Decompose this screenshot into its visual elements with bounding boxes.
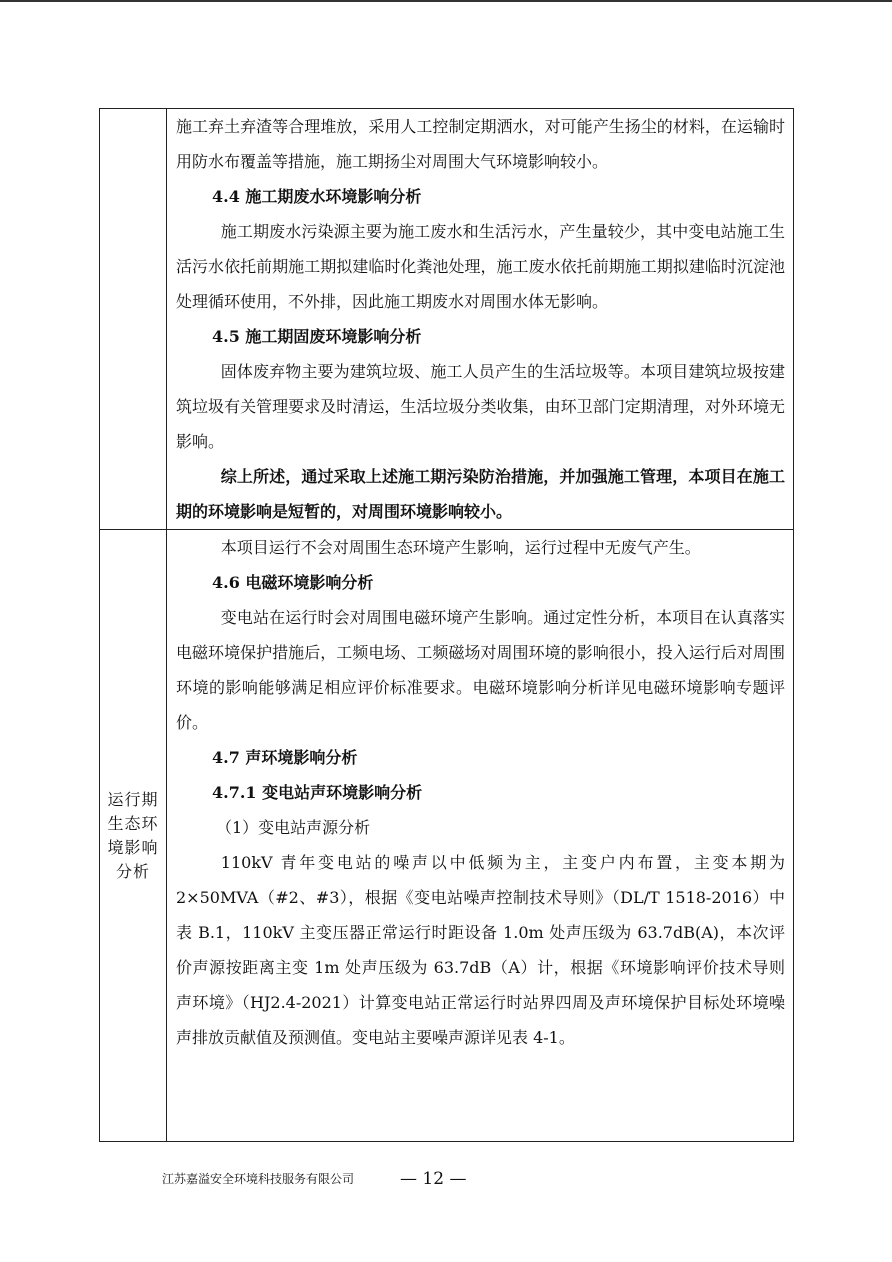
construction-period-row: [100, 109, 794, 530]
label-line: 境影响: [107, 837, 159, 857]
section-1-text: [176, 109, 785, 529]
paragraph: 综上所述，通过采取上述施工期污染防治措施，并加强施工管理，本项目在施工期的环境影响是短暂的，对周围环境影响较小。: [176, 467, 785, 521]
top-rule: [0, 0, 892, 2]
row-label-lines: [100, 788, 166, 884]
company-name: 江苏嘉溢安全环境科技服务有限公司: [162, 1172, 355, 1186]
label-line: 分析: [115, 861, 150, 881]
section-heading: 4.5 施工期固废环境影响分析: [212, 327, 422, 346]
label-line: 生态环: [107, 813, 159, 833]
paragraph: （1）变电站声源分析: [216, 818, 371, 837]
section-2-text: [176, 530, 785, 1055]
paragraph: 变电站在运行时会对周围电磁环境产生影响。通过定性分析，本项目在认真落实电磁环境保护措施后，工频电场、工频磁场对周围环境的影响很小，投入运行后对周围环境的影响能够满足相应评价标准要求。电磁环境影响分析详见电磁环境影响专题评价。: [176, 608, 785, 732]
page-number: — 12 —: [400, 1169, 467, 1189]
row-label-2: [100, 788, 166, 884]
label-line: 运行期: [107, 789, 159, 809]
paragraph: 本项目运行不会对周围生态环境产生影响，运行过程中无废气产生。: [220, 538, 701, 557]
paragraph: 施工弃土弃渣等合理堆放，采用人工控制定期洒水，对可能产生扬尘的材料，在运输时用防水布覆盖等措施，施工期扬尘对周围大气环境影响较小。: [176, 117, 785, 171]
section-heading: 4.4 施工期废水环境影响分析: [212, 187, 422, 206]
paragraph: 110kV 青年变电站的噪声以中低频为主，主变户内布置，主变本期为 2×50MVA（#2、#3），根据《变电站噪声控制技术导则》（DL/T 1518-2016）中表 B.1，110kV 主变压器正常运行时距设备 1.0m 处声压级为 63.7dB(A)，本次评价声源按距离主变 1m 处声压级为 63.7dB（A）计，根据《环境影响评价技术导则 声环境》（HJ2.4-2021）计算变电站正常运行时站界四周及声环境保护目标处环境噪声排放贡献值及预测值。变电站主要噪声源详见表 4-1。: [176, 853, 785, 1047]
section-heading: 4.6 电磁环境影响分析: [212, 573, 374, 592]
paragraph: 施工期废水污染源主要为施工废水和生活污水，产生量较少，其中变电站施工生活污水依托前期施工期拟建临时化粪池处理，施工废水依托前期施工期拟建临时沉淀池处理循环使用，不外排，因此施工期废水对周围水体无影响。: [176, 222, 785, 311]
row-label-cell-1: [100, 109, 167, 530]
content-table: [99, 108, 794, 1142]
body-cell-1: [167, 109, 794, 530]
body-cell-2: [167, 530, 794, 1142]
section-heading: 4.7 声环境影响分析: [212, 748, 358, 767]
section-heading: 4.7.1 变电站声环境影响分析: [212, 783, 423, 802]
paragraph: 固体废弃物主要为建筑垃圾、施工人员产生的生活垃圾等。本项目建筑垃圾按建筑垃圾有关管理要求及时清运，生活垃圾分类收集，由环卫部门定期清理，对外环境无影响。: [176, 362, 785, 451]
row-label-cell-2: [100, 530, 167, 1142]
operation-period-row: [100, 530, 794, 1142]
page-footer: [0, 1165, 892, 1193]
